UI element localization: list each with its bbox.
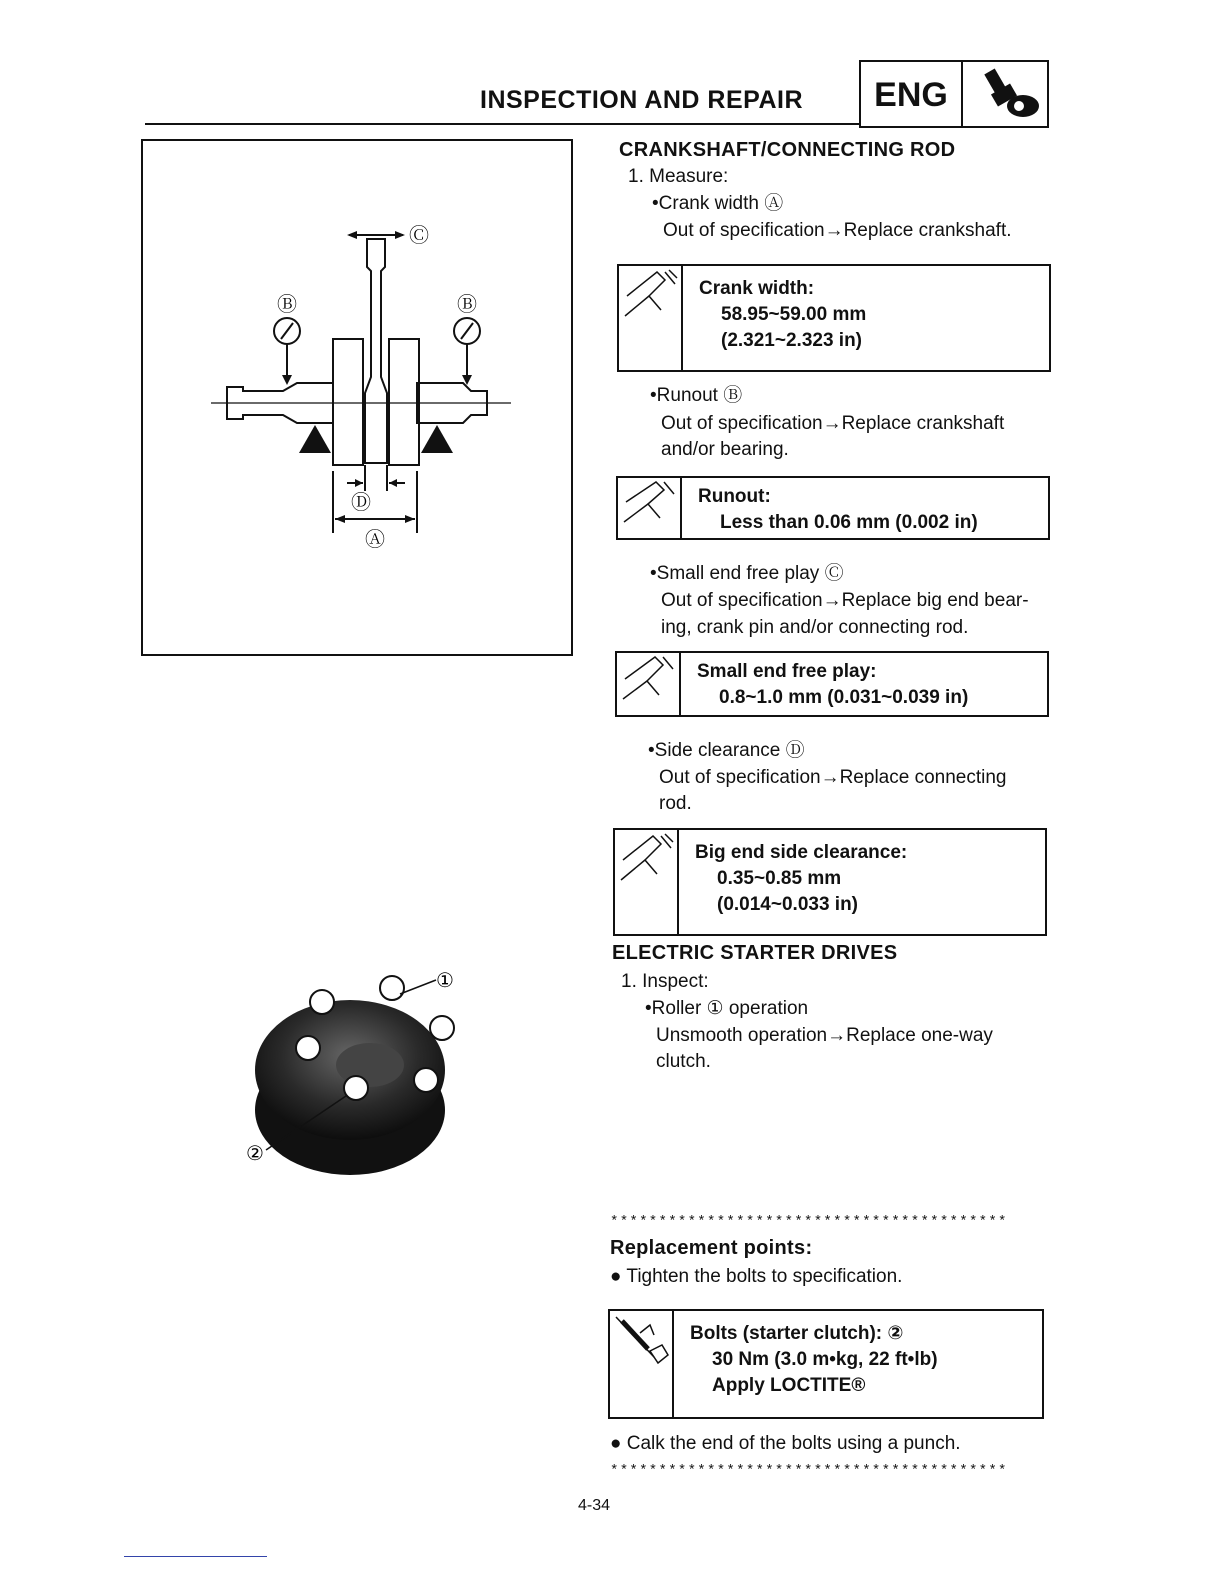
label-2: ②: [246, 1141, 264, 1165]
crank-item-2-desc1: Out of specification→Replace crankshaft: [661, 413, 1005, 434]
crank-item-4-bullet: •Side clearance Ⓓ: [648, 740, 805, 761]
label-b-left: Ⓑ: [277, 292, 297, 316]
starter-heading: ELECTRIC STARTER DRIVES: [612, 942, 898, 964]
replacement-point-1: ● Tighten the bolts to specification.: [610, 1266, 903, 1287]
engine-tool-icon: [969, 68, 1043, 122]
spec-box-small-end: [615, 651, 1049, 717]
spec-box-big-end: [613, 828, 1047, 936]
section-label: ENG: [861, 62, 963, 126]
crank-item-3-desc1: Out of specification→Replace big end bear-: [661, 590, 1029, 611]
caliper-icon: [618, 478, 682, 538]
starter-clutch-photo: [140, 960, 480, 1195]
stars-divider-bottom: *****************************************: [610, 1463, 1008, 1479]
spec-title-crank-width: Crank width:: [699, 278, 815, 299]
spec-value-bolts-loctite: Apply LOCTITE®: [712, 1375, 866, 1396]
spec-value-big-end-mm: 0.35~0.85 mm: [717, 868, 842, 889]
label-c: Ⓒ: [409, 223, 429, 247]
label-b-right: Ⓑ: [457, 292, 477, 316]
spec-title-bolts: Bolts (starter clutch): ②: [690, 1323, 904, 1344]
crank-item-1-desc: Out of specification→Replace crankshaft.: [663, 220, 1012, 241]
spec-value-bolts-torque: 30 Nm (3.0 m•kg, 22 ft•lb): [712, 1349, 938, 1370]
section-tab: [859, 60, 1049, 128]
stars-divider-top: *****************************************: [610, 1214, 1008, 1230]
label-a: Ⓐ: [365, 527, 385, 551]
spec-value-big-end-in: (0.014~0.033 in): [717, 894, 859, 915]
footer-rule: [124, 1556, 267, 1557]
spec-box-runout: [616, 476, 1050, 540]
page-header-title: INSPECTION AND REPAIR: [480, 86, 804, 114]
crank-item-2-bullet: •Runout Ⓑ: [650, 385, 743, 406]
spec-value-crank-width-in: (2.321~2.323 in): [721, 330, 863, 351]
caliper-icon: [615, 830, 679, 934]
spec-title-runout: Runout:: [698, 486, 771, 507]
torque-wrench-icon: [610, 1311, 674, 1417]
caliper-icon: [619, 266, 683, 370]
crank-item-2-desc2: and/or bearing.: [661, 439, 789, 460]
crank-item-4-desc1: Out of specification→Replace connecting: [659, 767, 1007, 788]
starter-desc2: clutch.: [656, 1051, 711, 1072]
spec-value-small-end: 0.8~1.0 mm (0.031~0.039 in): [719, 687, 969, 708]
crank-item-1-bullet: •Crank width Ⓐ: [652, 193, 784, 214]
crank-item-4-desc2: rod.: [659, 793, 692, 814]
starter-desc1: Unsmooth operation→Replace one-way: [656, 1025, 993, 1046]
replacement-point-2: ● Calk the end of the bolts using a punch.: [610, 1433, 961, 1454]
spec-value-crank-width-mm: 58.95~59.00 mm: [721, 304, 867, 325]
spec-title-small-end: Small end free play:: [697, 661, 877, 682]
crank-item-3-desc2: ing, crank pin and/or connecting rod.: [661, 617, 969, 638]
label-d: Ⓓ: [351, 490, 371, 514]
header-rule: [145, 123, 860, 125]
crank-step: 1. Measure:: [628, 166, 729, 187]
spec-value-runout: Less than 0.06 mm (0.002 in): [720, 512, 978, 533]
page-number: 4-34: [578, 1497, 611, 1514]
crank-heading: CRANKSHAFT/CONNECTING ROD: [619, 139, 956, 161]
starter-step: 1. Inspect:: [621, 971, 709, 992]
spec-title-big-end: Big end side clearance:: [695, 842, 908, 863]
spec-box-crank-width: [617, 264, 1051, 372]
spec-box-bolts: [608, 1309, 1044, 1419]
replacement-heading: Replacement points:: [610, 1237, 813, 1259]
crankshaft-diagram: [141, 139, 573, 656]
caliper-icon: [617, 653, 681, 715]
crank-item-3-bullet: •Small end free play Ⓒ: [650, 563, 844, 584]
starter-bullet: •Roller ① operation: [645, 998, 809, 1019]
label-1: ①: [436, 968, 454, 992]
